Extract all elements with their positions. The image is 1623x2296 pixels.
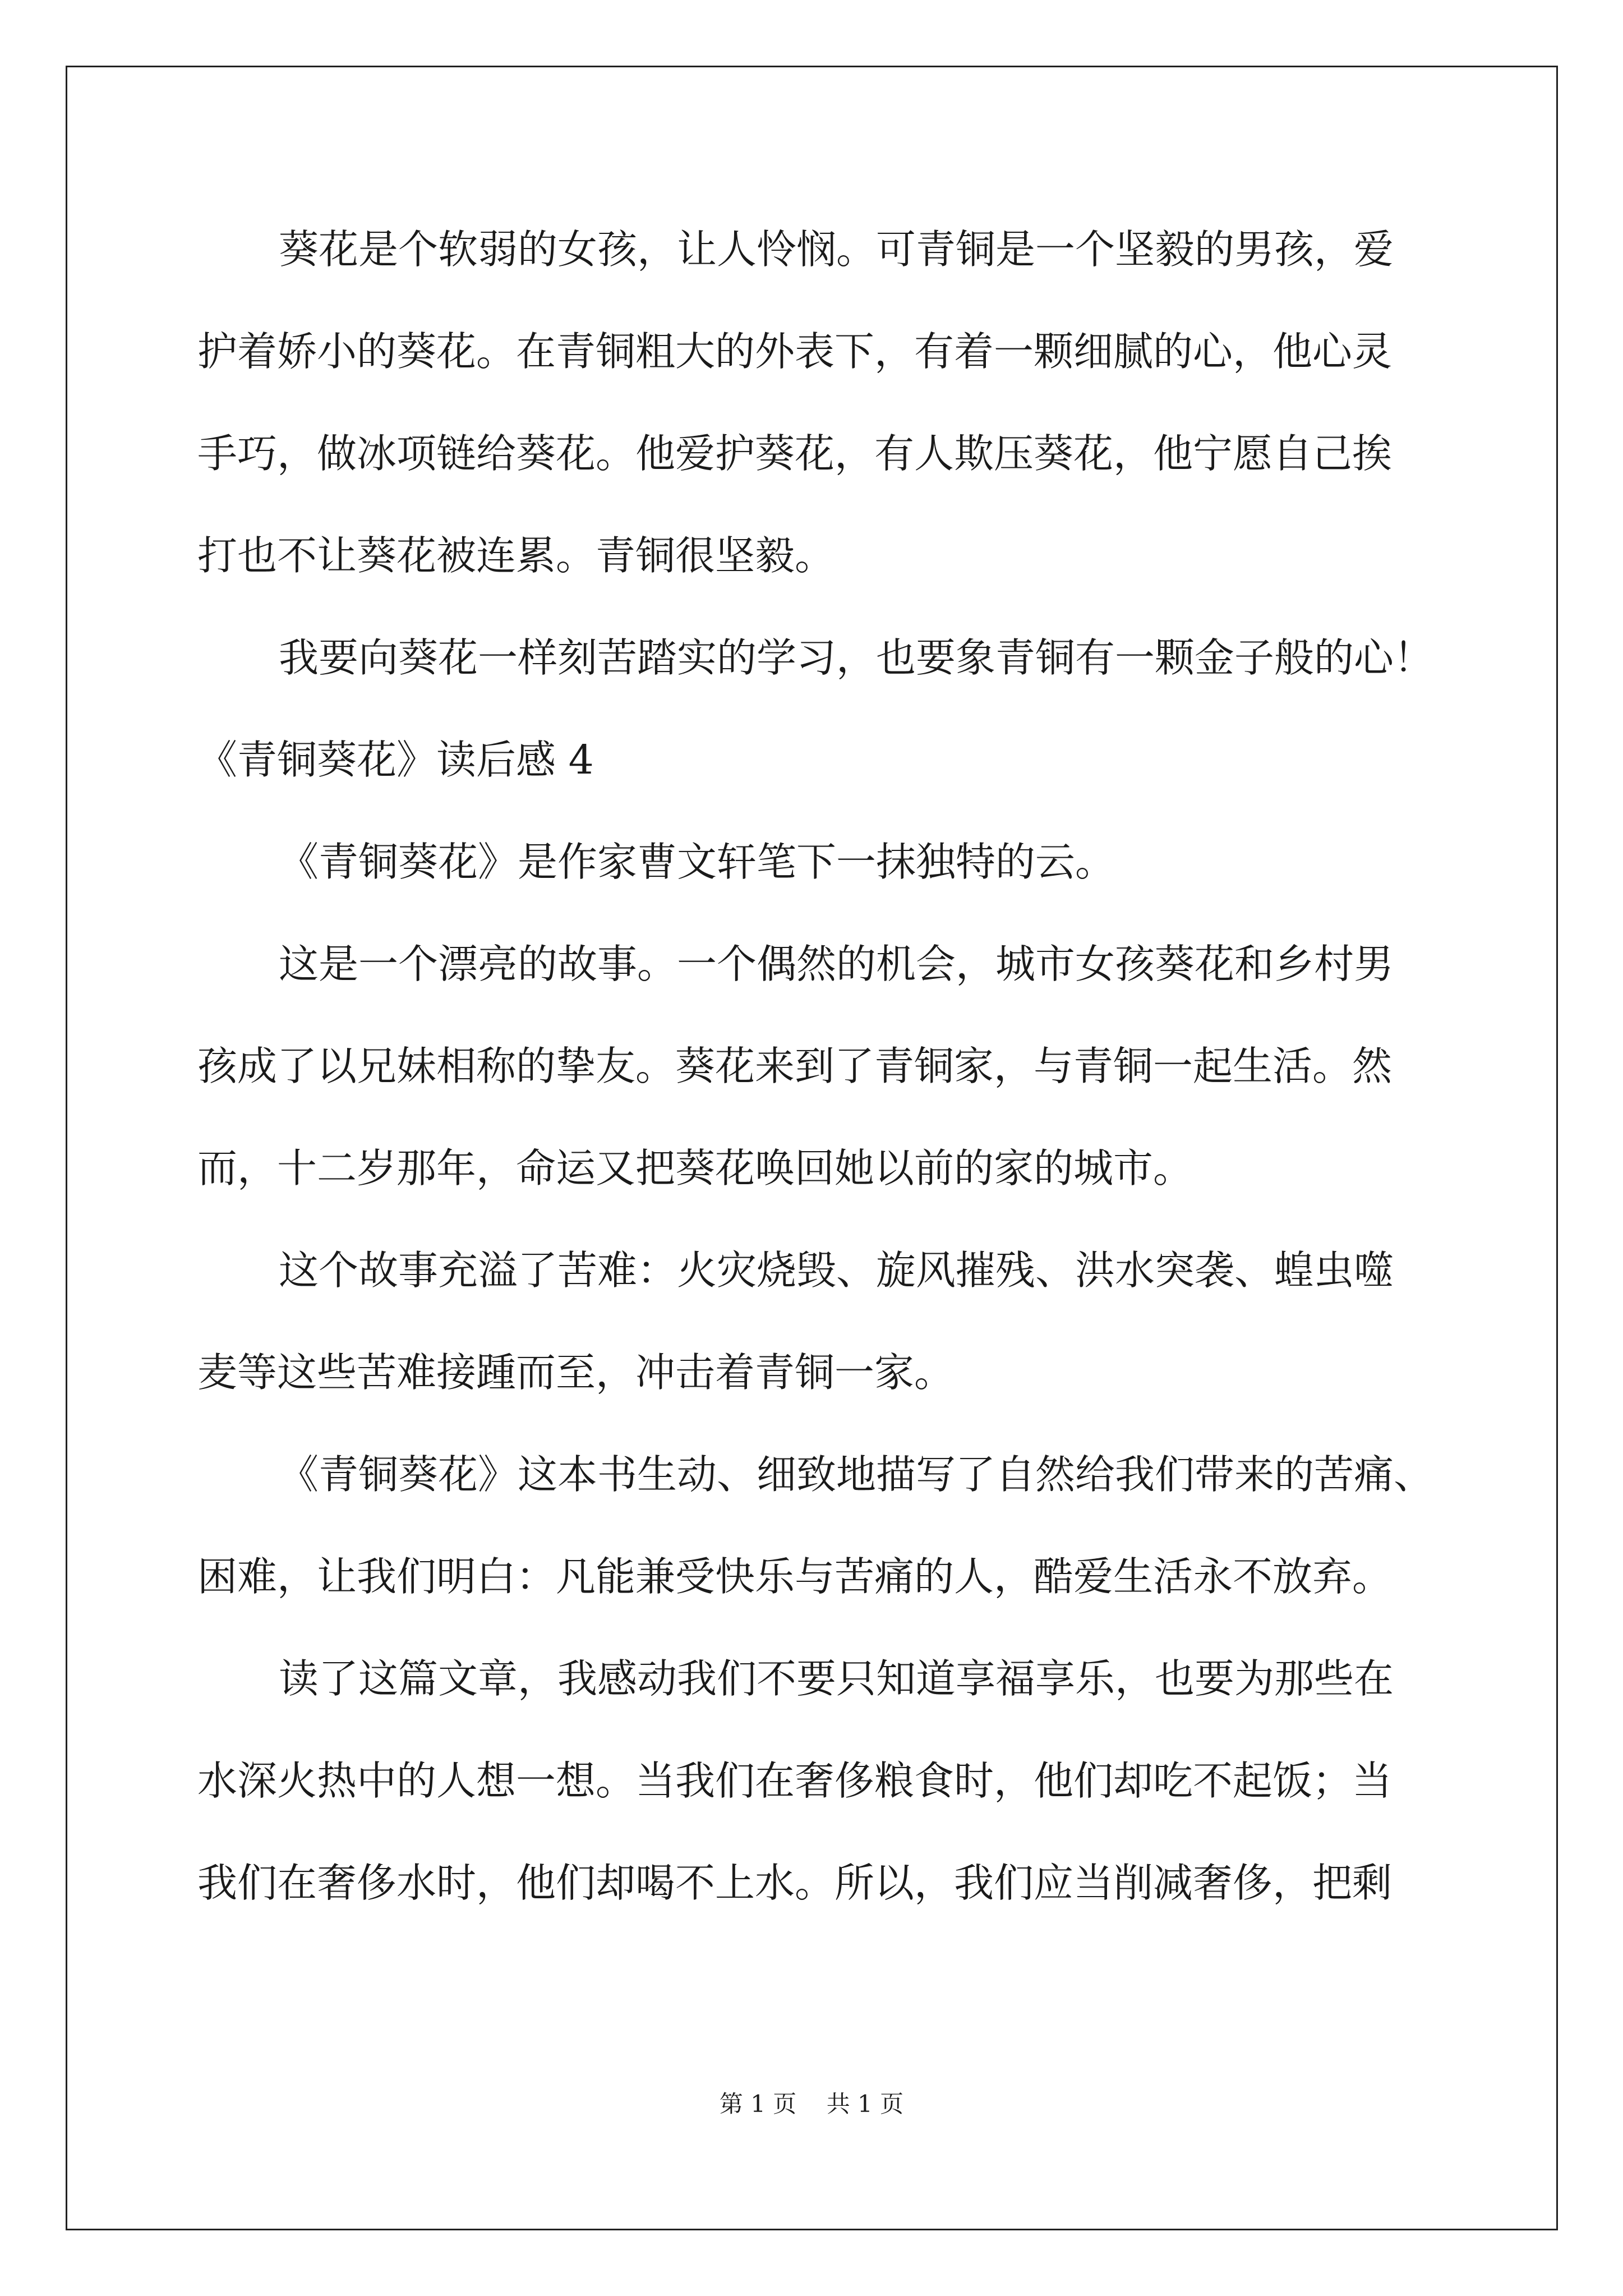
text-line: 护着娇小的葵花。在青铜粗大的外表下，有着一颗细腻的心，他心灵 (197, 328, 1393, 375)
text-line: 葵花是个软弱的女孩，让人怜悯。可青铜是一个坚毅的男孩，爱 (279, 226, 1394, 273)
text-line: 这个故事充溢了苦难：火灾烧毁、旋风摧残、洪水突袭、蝗虫噬 (279, 1247, 1394, 1294)
section-heading: 《青铜葵花》读后感 4 (197, 737, 594, 783)
text-line: 水深火热中的人想一想。当我们在奢侈粮食时，他们却吃不起饭；当 (197, 1757, 1393, 1804)
text-line: 读了这篇文章，我感动我们不要只知道享福享乐，也要为那些在 (279, 1655, 1394, 1702)
text-line: 我们在奢侈水时，他们却喝不上水。所以，我们应当削减奢侈，把剩 (197, 1860, 1393, 1906)
text-line: 孩成了以兄妹相称的挚友。葵花来到了青铜家，与青铜一起生活。然 (197, 1043, 1393, 1089)
text-line: 打也不让葵花被连累。青铜很坚毅。 (197, 532, 835, 579)
text-line: 《青铜葵花》是作家曹文轩笔下一抹独特的云。 (279, 839, 1115, 885)
text-line: 手巧，做冰项链给葵花。他爱护葵花，有人欺压葵花，他宁愿自己挨 (197, 430, 1393, 477)
text-line: 《青铜葵花》这本书生动、细致地描写了自然给我们带来的苦痛、 (279, 1451, 1434, 1498)
text-line: 麦等这些苦难接踵而至，冲击着青铜一家。 (197, 1349, 955, 1396)
text-line: 我要向葵花一样刻苦踏实的学习，也要象青铜有一颗金子般的心！ (279, 634, 1434, 681)
text-line: 困难，让我们明白：凡能兼受快乐与苦痛的人，酷爱生活永不放弃。 (197, 1553, 1393, 1600)
text-line: 而，十二岁那年，命运又把葵花唤回她以前的家的城市。 (197, 1145, 1193, 1191)
page-footer: 第 1 页 共 1 页 (719, 2090, 904, 2118)
text-line: 这是一个漂亮的故事。一个偶然的机会，城市女孩葵花和乡村男 (279, 941, 1394, 987)
